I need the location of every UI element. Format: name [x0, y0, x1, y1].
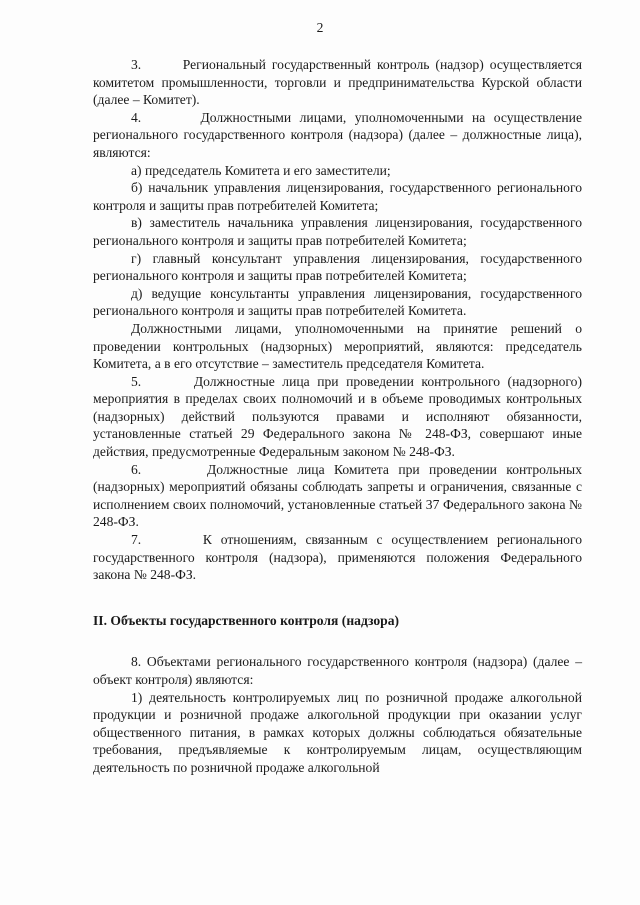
list-item-d: д) ведущие консультанты управления лицензирования, государственного регионального контроля и защиты прав потребителей Комитета.: [93, 285, 582, 319]
page-number: 2: [316, 20, 324, 35]
list-item-v: в) заместитель начальника управления лицензирования, государственного регионального контроля и защиты прав потребителей Комитета;: [93, 215, 582, 248]
list-item-b: б) начальник управления лицензирования, государственного регионального контроля и защиты прав потребителей Комитета;: [93, 180, 582, 213]
section-heading: II. Объекты государственного контроля (надзора): [93, 612, 400, 628]
paragraph-8-item-1: 1) деятельность контролируемых лиц по розничной продаже алкогольной продукции и розничной продаже алкогольной продукции при оказании услуг общественного питания, в рамках которых должны соблюдаться обязательные требования, предъявляемые к контролируемым лицам, осуществляющим деятельность по розничной продаже алкогольной: [93, 689, 582, 775]
list-item-a: а) председатель Комитета и его заместители;: [131, 162, 391, 178]
paragraph-7: 7. К отношениям, связанным с осуществлением регионального государственного контроля (надзора), применяются положения Федерального закона № 248-ФЗ.: [93, 532, 582, 583]
list-item-g: г) главный консультант управления лицензирования, государственного регионального контроля и защиты прав потребителей Комитета;: [93, 250, 582, 284]
document-body: [93, 56, 582, 777]
paragraph-decision-makers: Должностными лицами, уполномоченными на принятие решений о проведении контрольных (надзорных) мероприятий, являются: председатель Комитета, а в его отсутствие – заместитель председателя Комитета.: [93, 320, 582, 372]
paragraph-6: 6. Должностные лица Комитета при проведении контрольных (надзорных) мероприятий обязаны соблюдать запреты и ограничения, связанные с исполнением своих полномочий, установленные статьей 37 Федерального закона № 248-ФЗ.: [93, 461, 582, 530]
paragraph-4: 4. Должностными лицами, уполномоченными на осуществление регионального государственного контроля (надзора) (далее – должностные лица), являются:: [93, 109, 582, 160]
paragraph-5: 5. Должностные лица при проведении контрольного (надзорного) мероприятия в пределах своих полномочий и в объеме проводимых контрольных (надзорных) действий пользуются правами и исполняют обязанности, установленные статьей 29 Федерального закона № 248-ФЗ, совершают иные действия, предусмотренные Федеральным законом № 248-ФЗ.: [93, 373, 582, 460]
paragraph-3: 3. Региональный государственный контроль (надзор) осуществляется комитетом промышленности, торговли и предпринимательства Курской области (далее – Комитет).: [93, 57, 582, 108]
paragraph-8: 8. Объектами регионального государственного контроля (надзора) (далее – объект контроля) являются:: [93, 654, 582, 687]
